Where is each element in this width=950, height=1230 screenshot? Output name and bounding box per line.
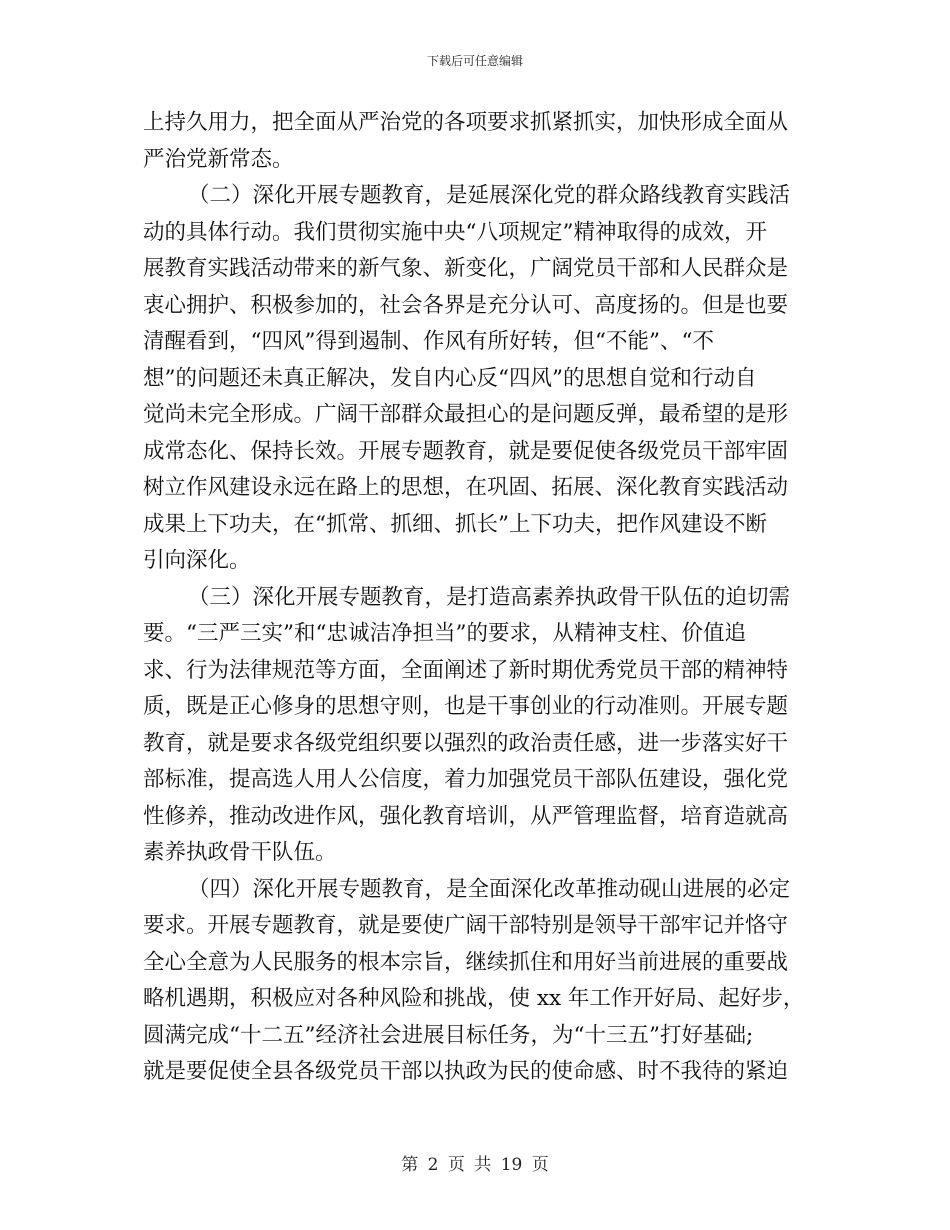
paragraph — [143, 580, 809, 872]
text-line: 求、行为法律规范等方面，全面阐述了新时期优秀党员干部的精神特 — [143, 657, 789, 683]
text-line: （三）深化开展专题教育，是打造高素养执政骨干队伍的迫切需 — [188, 584, 791, 610]
text-line: 素养执政骨干队伍。 — [143, 840, 337, 865]
text-line: 略机遇期，积极应对各种风险和挑战，使 xx 年工作开好局、起好步， — [143, 986, 805, 1011]
text-line: 清醒看到，“四风”得到遏制、作风有所好转，但“不能”、“不 — [143, 329, 714, 354]
text-line: 想”的问题还未真正解决，发自内心反“四风”的思想自觉和行动自 — [143, 365, 757, 391]
text-line: （二）深化开展专题教育，是延展深化党的群众路线教育实践活 — [188, 183, 791, 208]
text-line: 动的具体行动。我们贯彻实施中央“八项规定”精神取得的成效，开 — [143, 219, 767, 245]
text-line: 全心全意为人民服务的根本宗旨，继续抓住和用好当前进展的重要战 — [143, 949, 789, 975]
page-header: 下载后可任意编辑 — [426, 54, 523, 68]
text-line: 觉尚未完全形成。广阔干部群众最担心的是问题反弹，最希望的是形 — [143, 402, 789, 427]
text-line: 部标准，提高选人用人公信度，着力加强党员干部队伍建设，强化党 — [143, 767, 789, 792]
page-footer: 第 2 页 共 19 页 — [401, 1155, 549, 1175]
text-line: 严治党新常态。 — [143, 146, 294, 172]
paragraph — [143, 178, 809, 580]
text-line: （四）深化开展专题教育，是全面深化改革推动砚山进展的必定 — [188, 876, 791, 902]
text-line: 树立作风建设永远在路上的思想，在巩固、拓展、深化教育实践活动 — [143, 475, 789, 500]
text-line: 成果上下功夫，在“抓常、抓细、抓长”上下功夫，把作风建设不断 — [143, 511, 767, 537]
text-line: 展教育实践活动带来的新气象、新变化，广阔党员干部和人民群众是 — [143, 256, 789, 281]
text-line: 要求。开展专题教育，就是要使广阔干部特别是领导干部牢记并恪守 — [143, 913, 789, 938]
text-line: 引向深化。 — [143, 548, 251, 573]
paragraph — [143, 105, 809, 178]
text-line: 教育，就是要求各级党组织要以强烈的政治责任感，进一步落实好干 — [143, 730, 789, 756]
text-line: 成常态化、保持长效。开展专题教育，就是要促使各级党员干部牢固 — [143, 438, 789, 464]
text-line: 性修养，推动改进作风，强化教育培训，从严管理监督，培育造就高 — [143, 803, 789, 829]
text-line: 衷心拥护、积极参加的，社会各界是充分认可、高度扬的。但是也要 — [143, 292, 789, 318]
text-line: 要。“三严三实”和“忠诚洁净担当”的要求，从精神支柱、价值追 — [143, 621, 746, 646]
paragraph — [143, 872, 809, 1091]
text-line: 就是要促使全县各级党员干部以执政为民的使命感、时不我待的紧迫 — [143, 1059, 789, 1084]
document-body — [143, 105, 809, 1091]
text-line: 圆满完成“十二五”经济社会进展目标任务，为“十三五”打好基础; — [143, 1022, 754, 1048]
text-line: 质，既是正心修身的思想守则，也是干事创业的行动准则。开展专题 — [143, 694, 789, 719]
text-line: 上持久用力，把全面从严治党的各项要求抓紧抓实，加快形成全面从 — [143, 110, 789, 135]
